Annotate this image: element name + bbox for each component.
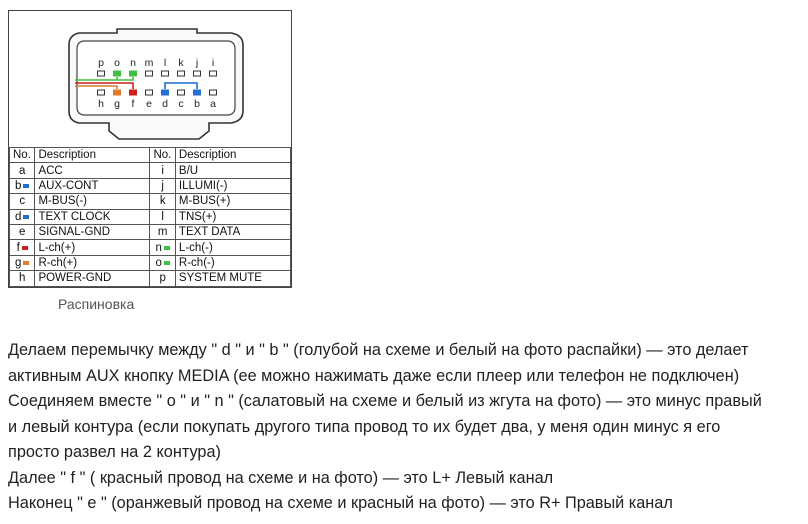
pin-label: k <box>178 57 184 69</box>
article-line: и левый контура (если покупать другого типа провод то их будет два, у меня один минус я его <box>8 417 721 436</box>
pin-label: a <box>210 98 216 110</box>
pin-description: B/U <box>175 163 290 178</box>
pin-label: b <box>194 98 200 110</box>
pin-description: POWER-GND <box>35 271 150 286</box>
pin-no: n <box>150 240 175 255</box>
pin-description: L-ch(+) <box>35 240 150 255</box>
pin-description: R-ch(-) <box>175 255 290 270</box>
pin-description: AUX-CONT <box>35 178 150 193</box>
wire-color-marker <box>22 246 28 250</box>
pin-label: e <box>146 98 152 110</box>
wire-color-marker <box>164 246 170 250</box>
pin-description: M-BUS(+) <box>175 194 290 209</box>
pin-socket <box>130 90 137 95</box>
pin-socket <box>114 90 121 95</box>
pin-socket <box>130 71 137 76</box>
pinout-table <box>9 147 291 287</box>
pin-socket <box>178 71 185 76</box>
article-line: Далее " f " ( красный провод на схеме и на фото) — это L+ Левый канал <box>8 468 554 487</box>
pin-socket <box>210 90 217 95</box>
pin-description: ACC <box>35 163 150 178</box>
wire-color-marker <box>164 261 170 265</box>
pin-socket <box>162 90 169 95</box>
pin-label: d <box>162 98 168 110</box>
pin-socket <box>178 90 185 95</box>
table-row <box>10 255 291 270</box>
pin-description: SYSTEM MUTE <box>175 271 290 286</box>
pin-label: i <box>211 57 215 69</box>
pin-label: m <box>144 57 154 69</box>
pinout-figure <box>8 10 292 288</box>
pin-label: l <box>163 57 167 69</box>
image-caption: Распиновка <box>58 296 135 312</box>
pin-socket <box>146 71 153 76</box>
table-row <box>10 209 291 224</box>
table-row <box>10 194 291 209</box>
pin-no: g <box>10 255 35 270</box>
pin-socket <box>146 90 153 95</box>
header-desc-left: Description <box>35 148 150 163</box>
pin-no: j <box>150 178 175 193</box>
wire-color-marker <box>23 184 29 188</box>
table-row <box>10 224 291 239</box>
pin-no: c <box>10 194 35 209</box>
pin-label: j <box>195 57 199 69</box>
pin-description: SIGNAL-GND <box>35 224 150 239</box>
pin-no: b <box>10 178 35 193</box>
pin-label: f <box>131 98 135 110</box>
pin-description: R-ch(+) <box>35 255 150 270</box>
pin-label: h <box>98 98 104 110</box>
table-row <box>10 178 291 193</box>
pin-label: g <box>114 98 120 110</box>
table-header-row <box>10 148 291 163</box>
pin-description: L-ch(-) <box>175 240 290 255</box>
pin-no: d <box>10 209 35 224</box>
connector-diagram <box>9 11 291 147</box>
pin-label: o <box>114 57 120 69</box>
pin-no: k <box>150 194 175 209</box>
pin-socket <box>194 90 201 95</box>
pin-no: f <box>10 240 35 255</box>
article-line: активным AUX кнопку MEDIA (ее можно нажимать даже если плеер или телефон не подключен) <box>8 366 740 385</box>
pin-no: e <box>10 224 35 239</box>
header-no-left: No. <box>10 148 35 163</box>
pin-socket <box>114 71 121 76</box>
pin-no: h <box>10 271 35 286</box>
pin-description: ILLUMI(-) <box>175 178 290 193</box>
pin-description: TNS(+) <box>175 209 290 224</box>
pin-description: TEXT DATA <box>175 224 290 239</box>
pin-label: n <box>130 57 136 69</box>
pin-label: c <box>178 98 184 110</box>
pin-description: TEXT CLOCK <box>35 209 150 224</box>
pin-no: i <box>150 163 175 178</box>
header-no-right: No. <box>150 148 175 163</box>
pin-description: M-BUS(-) <box>35 194 150 209</box>
article-line: Наконец " e " (оранжевый провод на схеме и красный на фото) — это R+ Правый канал <box>8 494 673 512</box>
pin-socket <box>98 71 105 76</box>
article-text <box>8 338 803 517</box>
article-line: просто развел на 2 контура) <box>8 443 221 461</box>
pin-no: p <box>150 271 175 286</box>
pin-socket <box>162 71 169 76</box>
pin-socket <box>98 90 105 95</box>
pin-no: a <box>10 163 35 178</box>
table-row <box>10 240 291 255</box>
header-desc-right: Description <box>175 148 290 163</box>
pin-no: o <box>150 255 175 270</box>
article-line: Соединяем вместе " o " и " n " (салатовый на схеме и белый из жгута на фото) — это минус правый <box>8 392 762 410</box>
wire-color-marker <box>23 261 29 265</box>
pin-no: m <box>150 224 175 239</box>
pin-socket <box>210 71 217 76</box>
article-line: Делаем перемычку между " d " и " b " (голубой на схеме и белый на фото распайки) — это делает <box>8 341 749 359</box>
table-row <box>10 163 291 178</box>
table-row <box>10 271 291 286</box>
pin-label: p <box>98 57 104 69</box>
pin-no: l <box>150 209 175 224</box>
pin-socket <box>194 71 201 76</box>
wire-color-marker <box>23 215 29 219</box>
